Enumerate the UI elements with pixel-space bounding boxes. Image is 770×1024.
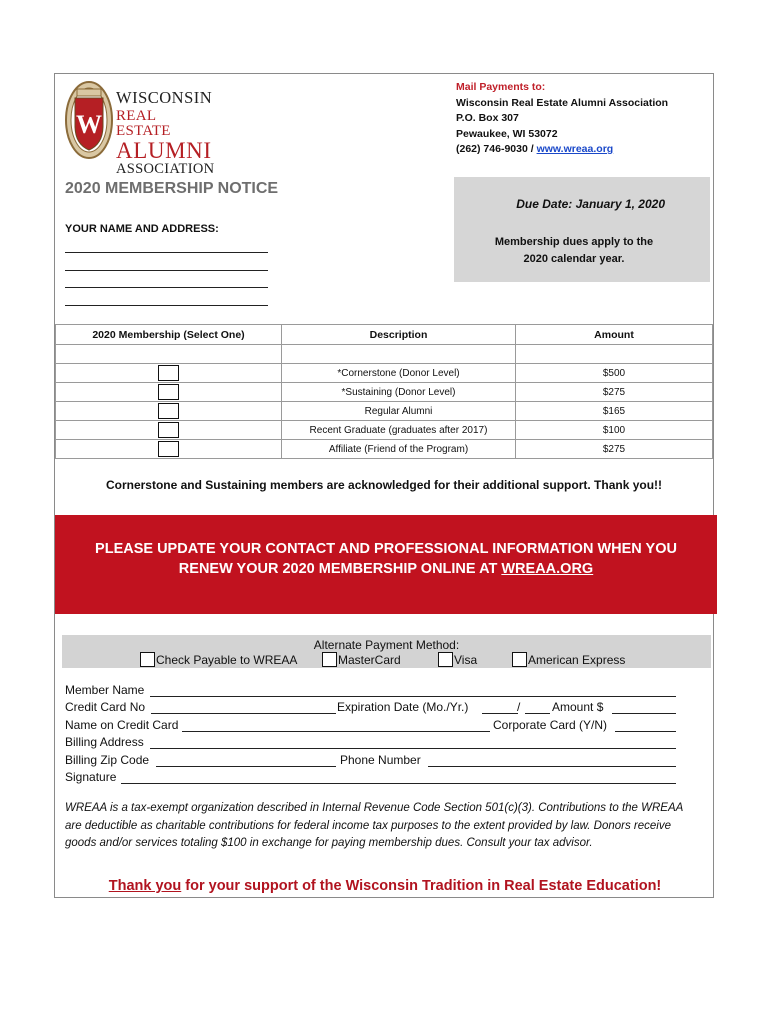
table-cell (282, 345, 516, 364)
association-logo (64, 78, 215, 177)
table-row (56, 364, 713, 383)
table-row (56, 402, 713, 421)
col-header-amount: Amount (516, 325, 713, 345)
table-cell (56, 402, 282, 421)
tax-disclaimer: WREAA is a tax-exempt organization described in Internal Revenue Code Section 501(c)(3). Contributions to the WREAA are deductible as charitable contributions for federal income tax purposes to the extent provided by law. Donors receive goods and/or services totaling $100 in exchange for paying membership dues. Consult your tax advisor. (65, 802, 683, 849)
payment-method-title: Alternate Payment Method: (313, 638, 460, 652)
page-title: 2020 MEMBERSHIP NOTICE (65, 180, 279, 197)
cornerstone-checkbox[interactable] (158, 365, 179, 381)
row-amount: $500 (516, 364, 713, 383)
credit-card-no-label: Credit Card No (65, 700, 146, 714)
wreaa-link[interactable]: WREAA.ORG (501, 561, 594, 577)
row-description: Regular Alumni (282, 402, 516, 421)
membership-notice-page (54, 73, 714, 898)
mail-contact (456, 142, 668, 158)
affiliate-checkbox[interactable] (158, 441, 179, 457)
table-header-row (56, 325, 713, 345)
mail-city: Pewaukee, WI 53072 (456, 127, 558, 140)
table-row (56, 440, 713, 459)
mail-payments-block (456, 80, 668, 158)
name-on-card-label: Name on Credit Card (65, 718, 179, 732)
col-header-membership: 2020 Membership (Select One) (56, 325, 282, 345)
row-description: Recent Graduate (graduates after 2017) (282, 421, 516, 440)
amex-checkbox[interactable] (512, 652, 527, 667)
crest-letter: W (76, 110, 102, 139)
payment-option-visa[interactable] (438, 652, 477, 667)
payment-option-label: Visa (454, 653, 478, 667)
mastercard-checkbox[interactable] (322, 652, 337, 667)
table-cell (56, 383, 282, 402)
logo-line-4: ASSOCIATION (116, 160, 215, 177)
mail-header: Mail Payments to: (456, 81, 546, 93)
website-link[interactable]: www.wreaa.org (536, 143, 614, 155)
row-amount: $275 (516, 440, 713, 459)
due-note: Membership dues apply to the 2020 calendar year. (494, 236, 654, 265)
thank-you-underlined: Thank you (108, 878, 182, 894)
thank-you-message (55, 878, 715, 894)
payment-option-mastercard[interactable] (322, 652, 401, 667)
logo-line-2: REAL ESTATE (116, 107, 171, 139)
corporate-card-label: Corporate Card (Y/N) (493, 718, 608, 732)
phone-number-field[interactable] (428, 766, 676, 767)
phone-number-label: Phone Number (340, 753, 421, 767)
payment-option-label: MasterCard (338, 653, 401, 667)
row-amount: $275 (516, 383, 713, 402)
table-cell (56, 440, 282, 459)
credit-card-no-field[interactable] (151, 713, 336, 714)
name-address-line-4[interactable] (65, 305, 268, 306)
table-cell (56, 364, 282, 383)
banner-line-2 (55, 559, 717, 579)
visa-checkbox[interactable] (438, 652, 453, 667)
amount-label: Amount $ (552, 700, 604, 714)
row-amount: $165 (516, 402, 713, 421)
payment-option-label: American Express (528, 653, 626, 667)
table-cell (516, 345, 713, 364)
name-address-label: YOUR NAME AND ADDRESS: (65, 223, 219, 235)
acknowledgement-text: Cornerstone and Sustaining members are acknowledged for their additional support. Thank you!! (105, 478, 663, 492)
banner-line-2-prefix: RENEW YOUR 2020 MEMBERSHIP ONLINE AT (178, 561, 502, 577)
mail-po-box: P.O. Box 307 (456, 112, 519, 124)
crest-icon (64, 78, 116, 166)
name-on-card-field[interactable] (182, 731, 490, 732)
table-row-blank (56, 345, 713, 364)
member-name-field[interactable] (150, 696, 676, 697)
table-row (56, 383, 713, 402)
table-cell (56, 421, 282, 440)
membership-table (55, 324, 713, 459)
recent-graduate-checkbox[interactable] (158, 422, 179, 438)
signature-field[interactable] (121, 783, 676, 784)
table-row (56, 421, 713, 440)
billing-address-label: Billing Address (65, 735, 144, 749)
logo-text (116, 90, 214, 176)
banner-line-1: PLEASE UPDATE YOUR CONTACT AND PROFESSIONAL INFORMATION WHEN YOU (95, 541, 677, 557)
table-cell (56, 345, 282, 364)
name-address-line-2[interactable] (65, 270, 268, 271)
mail-phone: (262) 746-9030 / (456, 143, 537, 155)
check-payment-checkbox[interactable] (140, 652, 155, 667)
name-address-line-3[interactable] (65, 287, 268, 288)
billing-zip-field[interactable] (156, 766, 336, 767)
payment-option-amex[interactable] (512, 652, 625, 667)
expiration-month-field[interactable] (482, 713, 518, 714)
expiration-label: Expiration Date (Mo./Yr.) (337, 700, 469, 714)
payment-option-check[interactable] (140, 652, 297, 667)
update-info-banner (55, 515, 717, 614)
row-description: Affiliate (Friend of the Program) (282, 440, 516, 459)
billing-zip-label: Billing Zip Code (65, 753, 150, 767)
expiration-year-field[interactable] (525, 713, 550, 714)
row-amount: $100 (516, 421, 713, 440)
regular-alumni-checkbox[interactable] (158, 403, 179, 419)
row-description: *Sustaining (Donor Level) (282, 383, 516, 402)
payment-option-label: Check Payable to WREAA (156, 653, 298, 667)
row-description: *Cornerstone (Donor Level) (282, 364, 516, 383)
col-header-description: Description (282, 325, 516, 345)
member-name-label: Member Name (65, 683, 145, 697)
logo-line-1: WISCONSIN (116, 88, 213, 107)
name-address-line-1[interactable] (65, 252, 268, 253)
banner-text (55, 539, 717, 579)
due-date-box (454, 177, 710, 282)
mail-org: Wisconsin Real Estate Alumni Association (456, 96, 669, 109)
amount-field[interactable] (612, 713, 676, 714)
corporate-card-field[interactable] (615, 731, 676, 732)
billing-address-field[interactable] (150, 748, 676, 749)
sustaining-checkbox[interactable] (158, 384, 179, 400)
expiration-slash: / (517, 700, 521, 714)
signature-label: Signature (65, 770, 117, 784)
logo-line-3: ALUMNI (116, 137, 212, 163)
due-date: Due Date: January 1, 2020 (516, 197, 665, 211)
thank-you-rest: for your support of the Wisconsin Tradition in Real Estate Education! (181, 878, 662, 894)
